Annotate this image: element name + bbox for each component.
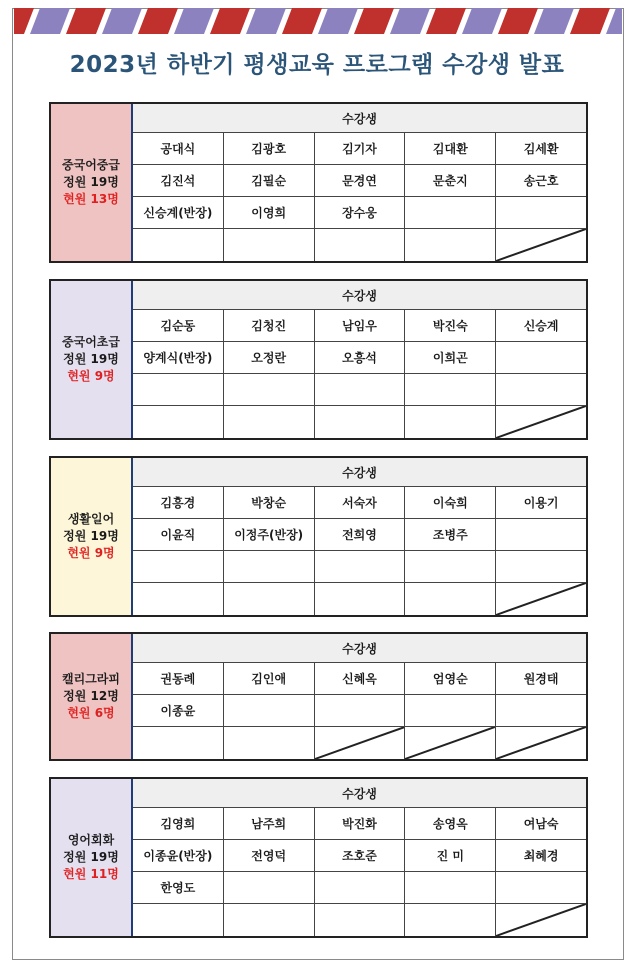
class-capacity: 정원 19명 <box>63 352 119 366</box>
empty-cell <box>315 551 406 582</box>
student-name-cell: 김광호 <box>224 133 315 164</box>
student-row <box>133 904 586 936</box>
student-name-cell: 송근호 <box>523 174 559 188</box>
stripe-segment <box>426 8 466 34</box>
student-name-cell: 송영옥 <box>405 808 496 839</box>
student-grid <box>133 458 586 615</box>
empty-cell <box>496 374 586 405</box>
grid-header-students: 수강생 <box>133 458 586 487</box>
class-capacity: 정원 19명 <box>63 529 119 543</box>
student-name-cell: 김세환 <box>523 142 559 156</box>
student-row <box>133 406 586 438</box>
empty-cell <box>496 551 586 582</box>
stripe-segment <box>246 8 286 34</box>
empty-cell <box>405 406 496 438</box>
stripe-segment <box>174 8 214 34</box>
student-name-cell: 서숙자 <box>315 487 406 518</box>
student-name-cell: 김기자 <box>315 133 406 164</box>
student-name-cell: 김대환 <box>405 133 496 164</box>
class-name: 캘리그라피 <box>62 672 120 686</box>
student-row <box>133 487 586 519</box>
empty-cell <box>133 406 224 438</box>
student-grid <box>133 779 586 936</box>
empty-cell <box>405 374 496 405</box>
empty-cell <box>496 406 586 438</box>
student-name-cell: 조병주 <box>405 519 496 550</box>
student-name-cell: 김진석 <box>133 165 224 196</box>
empty-cell <box>405 551 496 582</box>
grid-header-students: 수강생 <box>133 634 586 663</box>
student-name-cell: 문경연 <box>315 165 406 196</box>
stripe-segment <box>282 8 322 34</box>
empty-cell <box>224 374 315 405</box>
stripe-segment <box>66 8 106 34</box>
student-name-cell: 이종윤 <box>133 695 224 726</box>
empty-cell <box>405 583 496 615</box>
class-current-count: 현원 9명 <box>67 546 115 560</box>
student-name-cell: 신승계 <box>523 319 559 333</box>
empty-cell <box>496 727 586 759</box>
diagonal-slash <box>496 727 586 759</box>
diagonal-slash <box>496 406 586 438</box>
student-name-cell: 여남숙 <box>523 817 559 831</box>
student-name-cell: 이정주(반장) <box>224 519 315 550</box>
student-name-cell: 진 미 <box>405 840 496 871</box>
empty-cell <box>315 904 406 936</box>
student-name-cell: 이윤직 <box>133 519 224 550</box>
student-name-cell: 박진숙 <box>405 310 496 341</box>
empty-cell <box>224 872 315 903</box>
empty-cell <box>496 583 586 615</box>
empty-cell <box>224 229 315 261</box>
student-row <box>133 519 586 551</box>
stripe-segment <box>30 8 70 34</box>
class-capacity: 정원 19명 <box>63 850 119 864</box>
empty-cell <box>224 551 315 582</box>
student-name-cell: 문춘지 <box>405 165 496 196</box>
stripe-segment <box>390 8 430 34</box>
student-name-cell: 김필순 <box>224 165 315 196</box>
student-name-cell: 신승계(반장) <box>133 197 224 228</box>
stripe-segment <box>138 8 178 34</box>
student-row <box>133 840 586 872</box>
empty-cell <box>315 374 406 405</box>
class-section-english <box>49 777 588 938</box>
class-name: 중국어중급 <box>62 158 120 172</box>
student-grid <box>133 104 586 261</box>
class-current-count: 현원 11명 <box>63 867 119 881</box>
stripe-segment <box>534 8 574 34</box>
empty-cell <box>496 229 586 261</box>
class-info <box>51 281 133 438</box>
stripe-segment <box>354 8 394 34</box>
empty-cell <box>224 727 315 759</box>
empty-cell <box>496 342 586 373</box>
student-name-cell: 이종윤(반장) <box>133 840 224 871</box>
class-section-chinese-beginner <box>49 279 588 440</box>
student-name-cell: 이용기 <box>523 496 559 510</box>
student-name-cell: 이영희 <box>224 197 315 228</box>
student-row <box>133 695 586 727</box>
empty-cell <box>496 197 586 228</box>
class-info <box>51 104 133 261</box>
student-name-cell: 신혜옥 <box>315 663 406 694</box>
grid-header-students: 수강생 <box>133 779 586 808</box>
stripe-segment <box>102 8 142 34</box>
student-row <box>133 310 586 342</box>
empty-cell <box>133 583 224 615</box>
student-name-cell: 장수웅 <box>315 197 406 228</box>
student-name-cell: 한영도 <box>133 872 224 903</box>
student-name-cell: 김영희 <box>133 808 224 839</box>
student-name-cell: 오흥석 <box>315 342 406 373</box>
empty-cell <box>405 727 496 759</box>
stripe-segment <box>210 8 250 34</box>
class-info <box>51 634 133 759</box>
diagonal-slash <box>315 727 405 759</box>
empty-cell <box>224 904 315 936</box>
empty-cell <box>315 872 406 903</box>
student-name-cell: 남임우 <box>315 310 406 341</box>
student-row <box>133 374 586 406</box>
class-section-japanese <box>49 456 588 617</box>
student-name-cell: 원경태 <box>523 672 559 686</box>
student-name-cell: 박진화 <box>315 808 406 839</box>
class-name: 영어회화 <box>67 833 115 847</box>
stripe-segment <box>462 8 502 34</box>
empty-cell <box>133 551 224 582</box>
student-name-cell: 김인애 <box>224 663 315 694</box>
student-name-cell: 전영덕 <box>224 840 315 871</box>
student-name-cell: 권동례 <box>133 663 224 694</box>
class-current-count: 현원 13명 <box>63 192 119 206</box>
student-name-cell: 남주희 <box>224 808 315 839</box>
student-row <box>133 165 586 197</box>
diagonal-slash <box>405 727 495 759</box>
student-grid <box>133 281 586 438</box>
stripe-segment <box>14 8 34 34</box>
class-section-calligraphy <box>49 632 588 761</box>
student-name-cell: 박창순 <box>224 487 315 518</box>
student-name-cell: 이희곤 <box>405 342 496 373</box>
stripe-segment <box>498 8 538 34</box>
student-row <box>133 872 586 904</box>
empty-cell <box>315 406 406 438</box>
empty-cell <box>496 519 586 550</box>
student-row <box>133 197 586 229</box>
student-name-cell: 양계식(반장) <box>133 342 224 373</box>
student-name-cell: 김청진 <box>224 310 315 341</box>
stripe-segment <box>318 8 358 34</box>
class-capacity: 정원 12명 <box>63 689 119 703</box>
class-current-count: 현원 6명 <box>67 706 115 720</box>
student-row <box>133 229 586 261</box>
empty-cell <box>405 872 496 903</box>
diagonal-slash <box>496 229 586 261</box>
student-row <box>133 583 586 615</box>
class-info <box>51 458 133 615</box>
student-name-cell: 오정란 <box>224 342 315 373</box>
student-name-cell: 전희영 <box>315 519 406 550</box>
empty-cell <box>315 229 406 261</box>
empty-cell <box>405 695 496 726</box>
student-row <box>133 551 586 583</box>
grid-header-students: 수강생 <box>133 281 586 310</box>
grid-header-students: 수강생 <box>133 104 586 133</box>
student-grid <box>133 634 586 759</box>
class-name: 생활일어 <box>67 512 115 526</box>
empty-cell <box>496 872 586 903</box>
empty-cell <box>496 695 586 726</box>
class-capacity: 정원 19명 <box>63 175 119 189</box>
empty-cell <box>224 406 315 438</box>
student-name-cell: 이숙희 <box>405 487 496 518</box>
empty-cell <box>405 229 496 261</box>
class-current-count: 현원 9명 <box>67 369 115 383</box>
student-row <box>133 808 586 840</box>
stripe-pattern <box>14 8 622 34</box>
empty-cell <box>315 727 406 759</box>
empty-cell <box>133 727 224 759</box>
empty-cell <box>405 904 496 936</box>
empty-cell <box>133 904 224 936</box>
empty-cell <box>224 695 315 726</box>
empty-cell <box>224 583 315 615</box>
student-name-cell: 공대식 <box>133 133 224 164</box>
empty-cell <box>405 197 496 228</box>
empty-cell <box>496 904 586 936</box>
class-info <box>51 779 133 936</box>
stripe-segment <box>570 8 610 34</box>
empty-cell <box>133 374 224 405</box>
student-row <box>133 727 586 759</box>
empty-cell <box>315 583 406 615</box>
empty-cell <box>133 229 224 261</box>
diagonal-slash <box>496 583 586 615</box>
class-section-chinese-intermediate <box>49 102 588 263</box>
student-row <box>133 663 586 695</box>
student-name-cell: 최혜경 <box>523 849 559 863</box>
decorative-stripe-bar <box>14 8 622 34</box>
student-row <box>133 133 586 165</box>
student-row <box>133 342 586 374</box>
student-name-cell: 엄영순 <box>405 663 496 694</box>
page-title: 2023년 하반기 평생교육 프로그램 수강생 발표 <box>69 52 565 78</box>
student-name-cell: 김순동 <box>133 310 224 341</box>
diagonal-slash <box>496 904 586 936</box>
empty-cell <box>315 695 406 726</box>
student-name-cell: 김흥경 <box>133 487 224 518</box>
student-name-cell: 조호준 <box>315 840 406 871</box>
class-name: 중국어초급 <box>62 335 120 349</box>
